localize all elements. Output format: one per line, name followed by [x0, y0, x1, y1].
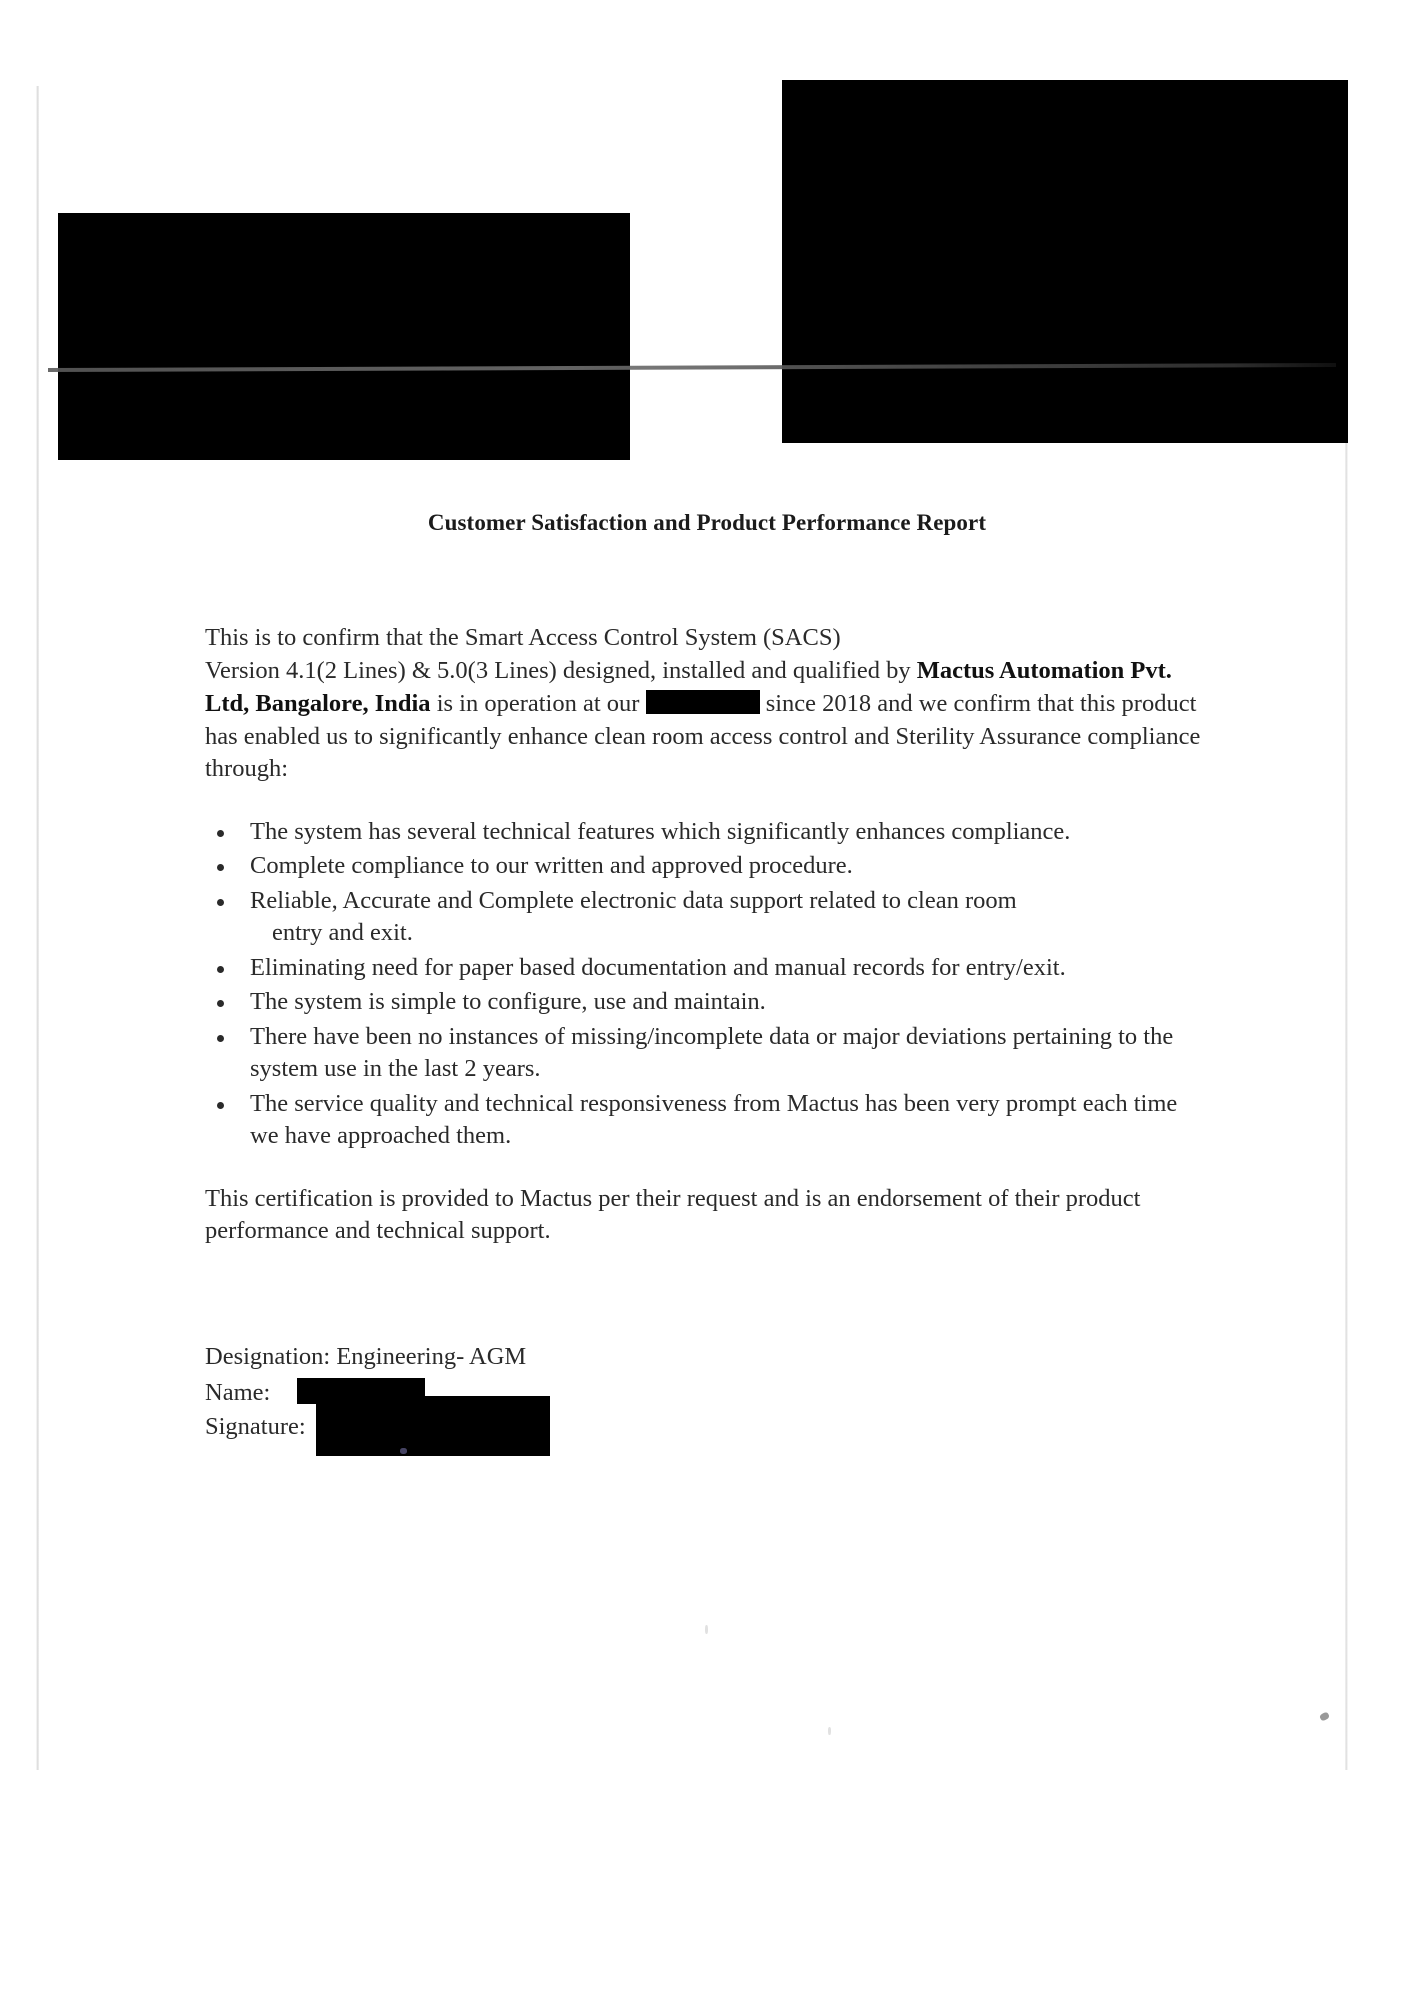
- name-row: [205, 1374, 905, 1410]
- bullet-text: Eliminating need for paper based documentation and manual records for entry/exit.: [250, 953, 1066, 981]
- document-body: [205, 622, 1205, 1274]
- designation-label: Designation:: [205, 1343, 331, 1370]
- list-item: [205, 816, 1205, 849]
- list-item: [205, 1088, 1205, 1153]
- signature-block: [205, 1340, 905, 1444]
- scan-speck: [828, 1727, 831, 1735]
- intro-line-2-mid: is in operation at our: [430, 690, 646, 717]
- designation-value: Engineering- AGM: [336, 1343, 527, 1370]
- intro-line-2-prefix: Version 4.1(2 Lines) & 5.0(3 Lines) designed, installed and qualified by: [205, 656, 917, 684]
- intro-line-3: since 2018 and we confirm that this product has enabled us to significantly enhance clean room access control and Sterility Assurance compliance through:: [205, 690, 1201, 782]
- name-label: Name:: [205, 1379, 271, 1406]
- company-name: Mactus Automation Pvt. Ltd, Bangalore, India: [205, 656, 1172, 717]
- signature-row: [205, 1410, 905, 1444]
- list-item: [205, 850, 1205, 883]
- scan-speck: [705, 1625, 708, 1634]
- bullet-text: The service quality and technical responsiveness from Mactus has been very prompt each time we have approached them.: [250, 1089, 1178, 1149]
- bullet-text: Complete compliance to our written and approved procedure.: [250, 852, 853, 879]
- intro-line-1: This is to confirm that the Smart Access Control System (SACS): [205, 624, 841, 651]
- intro-paragraph: [205, 622, 1205, 786]
- document-title: Customer Satisfaction and Product Performance Report: [427, 510, 987, 535]
- bullet-text: Reliable, Accurate and Complete electronic data support related to clean room: [250, 886, 1017, 914]
- bullet-text: The system has several technical features which significantly enhances compliance.: [250, 817, 1071, 845]
- bullet-text: There have been no instances of missing/incomplete data or major deviations pertaining to the system use in the last 2 years.: [250, 1022, 1174, 1082]
- signature-label: Signature:: [205, 1413, 306, 1440]
- scan-speck: [400, 1448, 407, 1454]
- list-item: [205, 986, 1205, 1019]
- redaction-signature-image: [316, 1396, 550, 1456]
- list-item: [205, 1021, 1205, 1086]
- redaction-header-company-address: [782, 80, 1348, 443]
- scan-edge-left: [36, 86, 39, 1770]
- compliance-bullet-list: [205, 816, 1205, 1153]
- list-item: [205, 885, 1205, 950]
- bullet-text-continuation: entry and exit.: [272, 919, 413, 946]
- redaction-inline-site-name: [646, 690, 760, 714]
- bullet-text: The system is simple to configure, use and maintain.: [250, 988, 766, 1015]
- list-item: [205, 952, 1205, 985]
- closing-paragraph: This certification is provided to Mactus per their request and is an endorsement of their product performance and technical support.: [205, 1184, 1141, 1244]
- redaction-header-letterhead-logo: [58, 213, 630, 460]
- designation-row: [205, 1340, 905, 1374]
